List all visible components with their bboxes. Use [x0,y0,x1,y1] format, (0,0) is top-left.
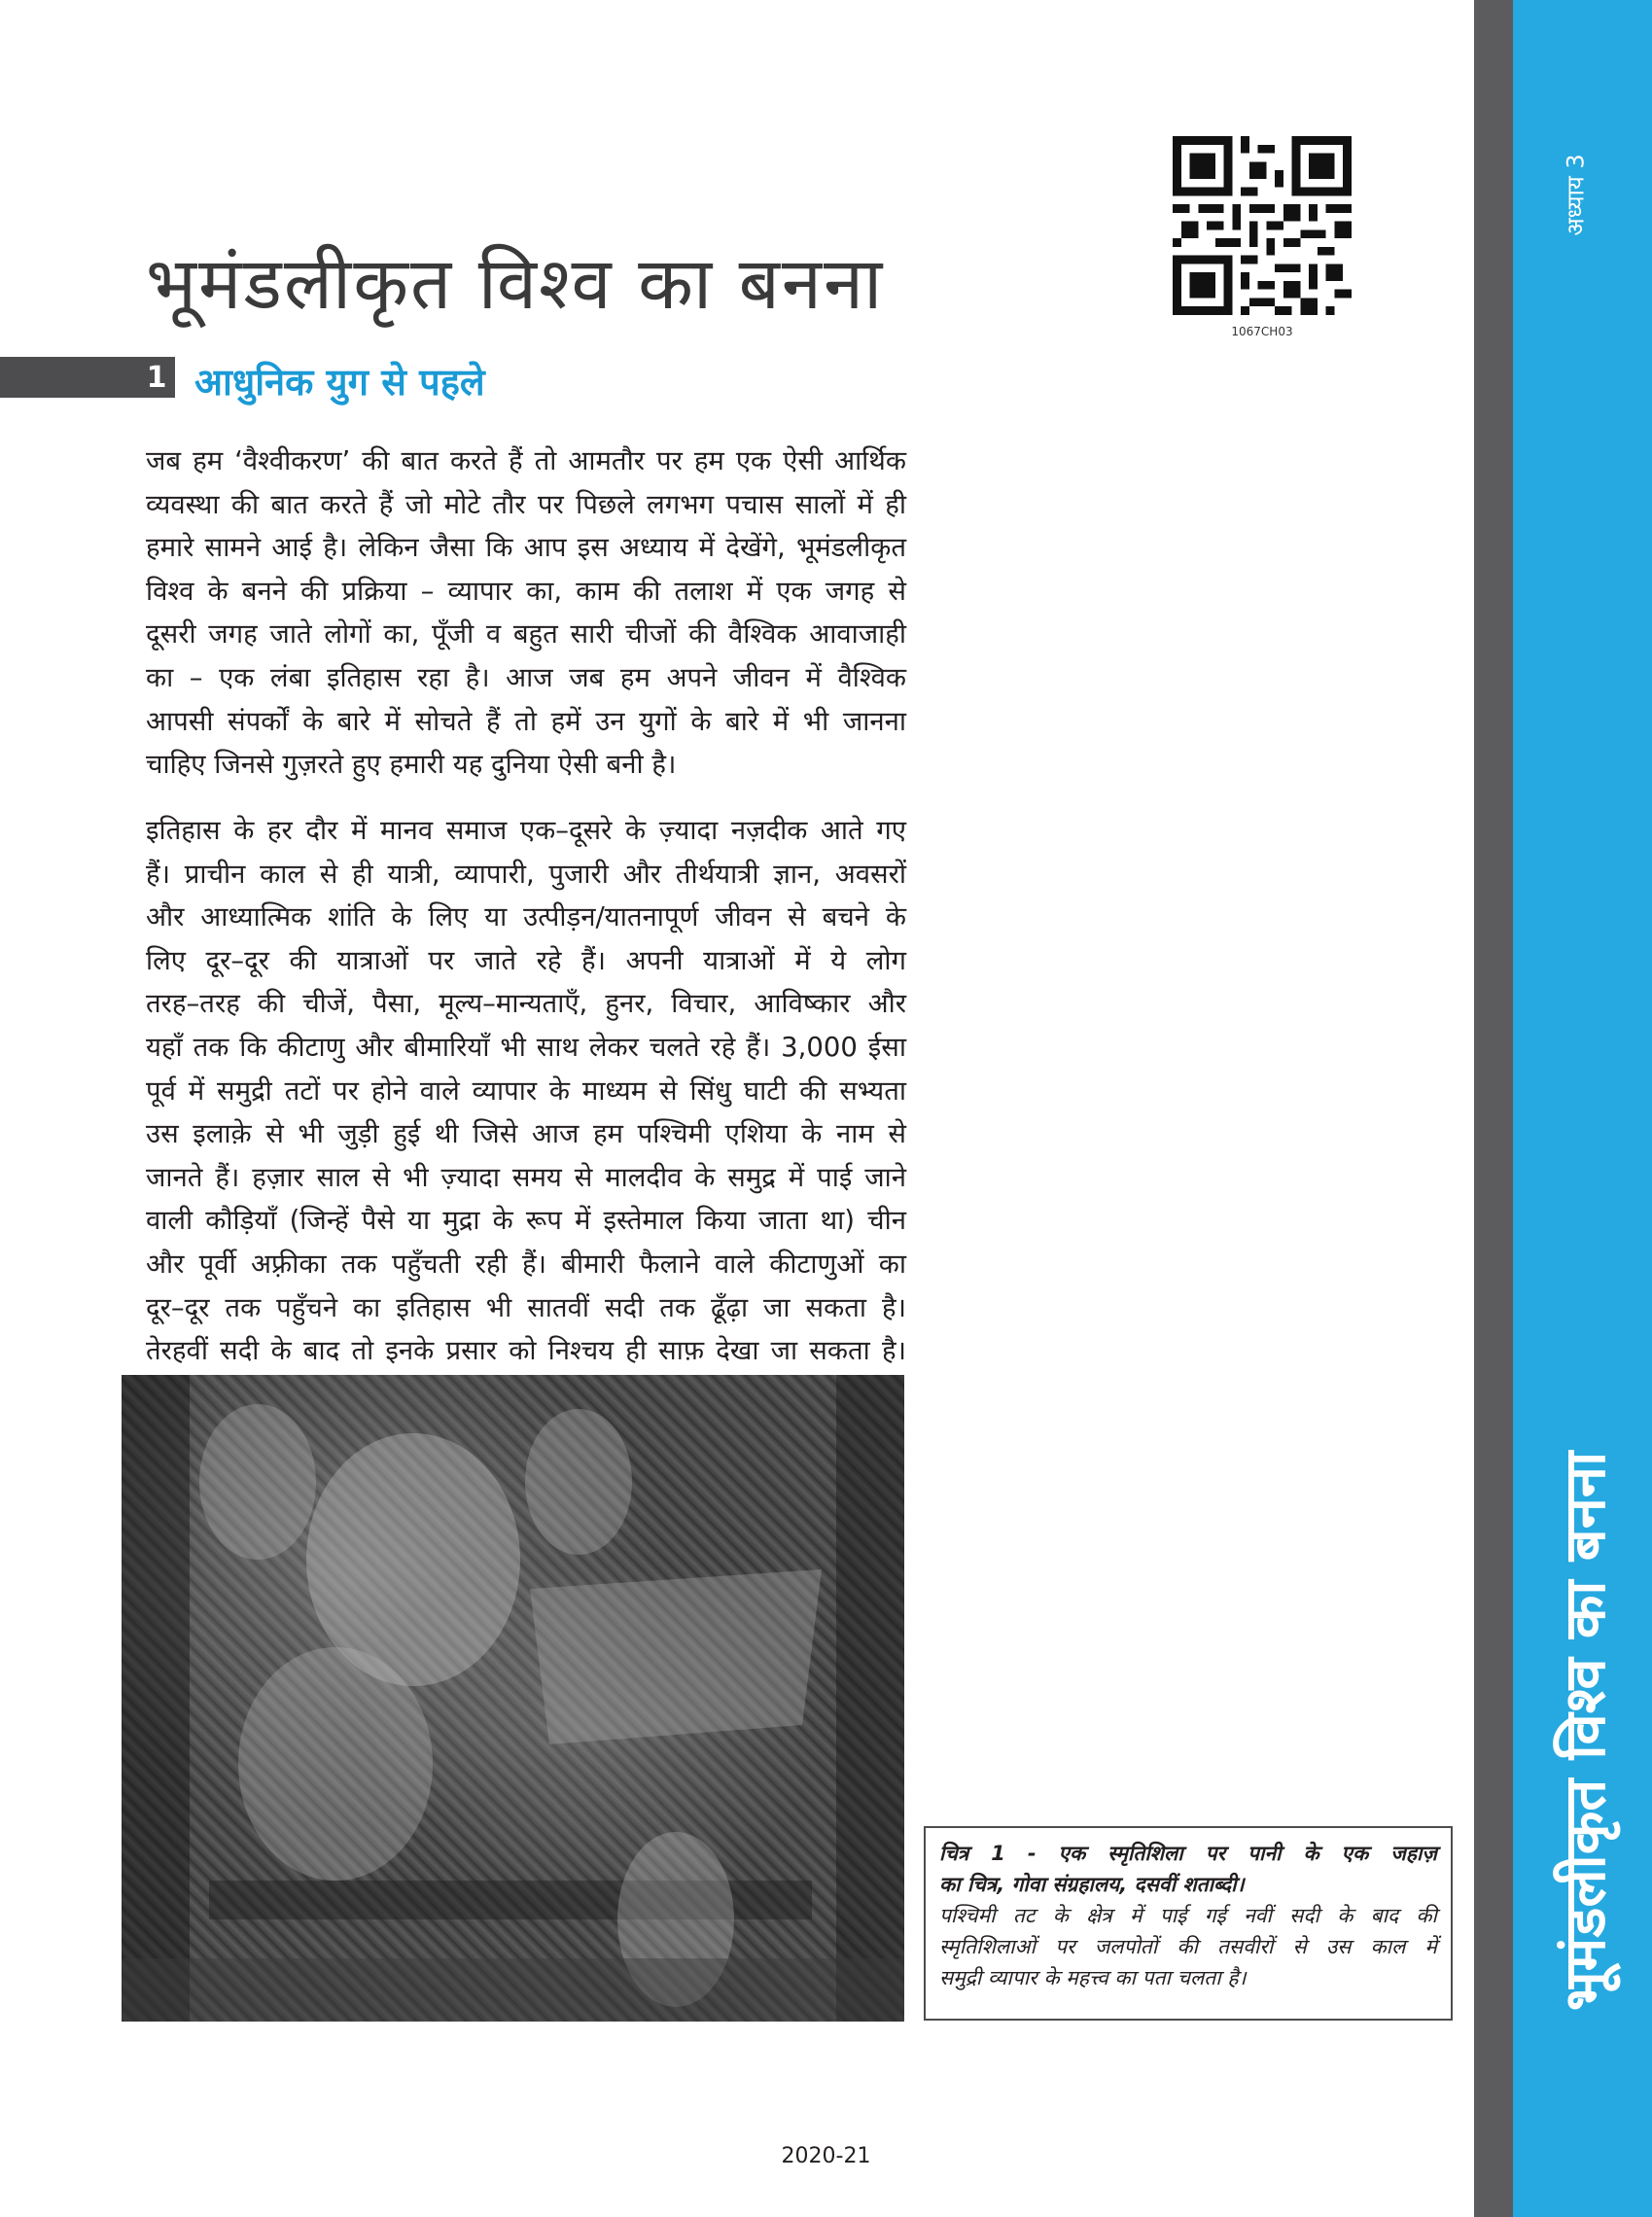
text-line: चाहिए जिनसे गुज़रते हुए हमारी यह दुनिया ऐसी बनी है। [146,749,677,781]
section-number: 1 [146,360,167,395]
caption-text-line: समुद्री व्यापार के महत्त्व का पता चलता है। [939,1966,1247,1989]
text-line: लिए दूर–दूर की यात्राओं पर जाते रहे हैं। अपनी यात्राओं में ये लोग [146,944,906,976]
chapter-title: भूमंडलीकृत विश्व का बनना [146,242,885,326]
caption-title-line: चित्र 1 - एक स्मृतिशिला पर पानी के एक जहाज़ [939,1842,1437,1865]
text-line: आपसी संपर्कों के बारे में सोचते हैं तो हमें उन युगों के बारे में भी जानना [146,705,906,737]
text-line: हमारे सामने आई है। लेकिन जैसा कि आप इस अध्याय में देखेंगे, भूमंडलीकृत [146,532,906,564]
text-line: पूर्व में समुद्री तटों पर होने वाले व्यापार के माध्यम से सिंधु घाटी की सभ्यता [146,1074,906,1107]
figure-caption [924,1826,1453,2021]
qr-code-icon [1173,136,1352,315]
caption-title-line: का चित्र, गोवा संग्रहालय, दसवीं शताब्दी। [939,1873,1245,1896]
text-line: उस इलाक़े से भी जुड़ी हुई थी जिसे आज हम पश्चिमी एशिया के नाम से [146,1118,906,1150]
text-line: यहाँ तक कि कीटाणु और बीमारियाँ भी साथ लेकर चलते रहे हैं। 3,000 ईसा [146,1031,906,1063]
text-line: इतिहास के हर दौर में मानव समाज एक–दूसरे के ज़्यादा नज़दीक आते गए [146,815,906,846]
qr-code-label: 1067CH03 [1231,325,1293,338]
text-line: तरह–तरह की चीजें, पैसा, मूल्य–मान्यताएँ, हुनर, विचार, आविष्कार और [146,988,906,1020]
text-line: और आध्यात्मिक शांति के लिए या उत्पीड़न/यातनापूर्ण जीवन से बचने के [146,901,906,933]
text-line: जानते हैं। हज़ार साल से भी ज़्यादा समय से मालदीव के समुद्र में पाई जाने [146,1161,906,1193]
text-line: तेरहवीं सदी के बाद तो इनके प्रसार को निश्चय ही साफ़ देखा जा सकता है। [146,1335,906,1367]
side-chapter-label: अध्याय 3 [1562,153,1590,236]
page-footer-year: 2020-21 [781,2144,871,2168]
text-line: विश्व के बनने की प्रक्रिया – व्यापार का, काम की तलाश में एक जगह से [146,575,906,607]
caption-text-line: स्मृतिशिलाओं पर जलपोतों की तसवीरों से उस काल में [939,1935,1437,1958]
paragraph-2 [146,809,906,1373]
side-chapter-title: भूमंडलीकृत विश्व का बनना [1552,1451,1618,2011]
paragraph-1 [146,440,906,787]
section-number-box [136,357,177,398]
text-line: व्यवस्था की बात करते हैं जो मोटे तौर पर पिछले लगभग पचास सालों में ही [146,488,906,520]
hero-stone-ship-photo [122,1375,904,2022]
text-line: दूसरी जगह जाते लोगों का, पूँजी व बहुत सारी चीजों की वैश्विक आवाजाही [146,618,906,651]
text-line: हैं। प्राचीन काल से ही यात्री, व्यापारी, पुजारी और तीर्थयात्री ज्ञान, अवसरों [146,858,906,890]
text-line: और पूर्वी अफ़्रीका तक पहुँचती रही हैं। बीमारी फैलाने वाले कीटाणुओं का [146,1248,906,1280]
side-gray-bar [1474,0,1513,2217]
text-line: वाली कौड़ियाँ (जिन्हें पैसे या मुद्रा के रूप में इस्तेमाल किया जाता था) चीन [146,1205,906,1237]
text-line: का – एक लंबा इतिहास रहा है। आज जब हम अपने जीवन में वैश्विक [146,661,906,693]
text-line: जब हम ‘वैश्वीकरण’ की बात करते हैं तो आमतौर पर हम एक ऐसी आर्थिक [146,445,906,476]
caption-text-line: पश्चिमी तट के क्षेत्र में पाई गई नवीं सदी के बाद की [939,1904,1437,1927]
text-line: दूर–दूर तक पहुँचने का इतिहास भी सातवीं सदी तक ढूँढ़ा जा सकता है। [146,1291,906,1323]
section-title: आधुनिक युग से पहले [194,361,485,404]
